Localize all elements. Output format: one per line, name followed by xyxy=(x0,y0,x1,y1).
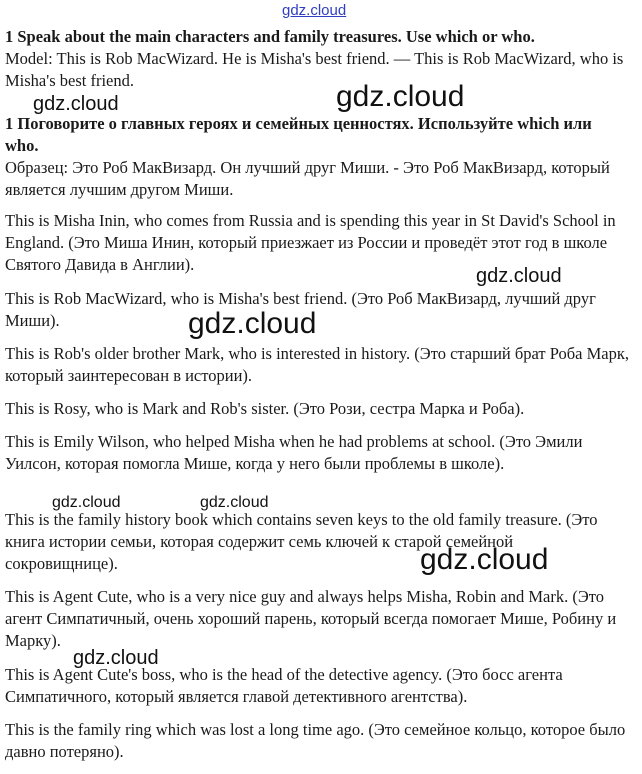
watermark: gdz.cloud xyxy=(476,265,562,287)
watermark: gdz.cloud xyxy=(188,307,317,340)
answer-item: This is Rob's older brother Mark, who is interested in history. (Это старший брат Роба Марк, который заинтересован в истории). xyxy=(5,344,629,385)
task-title-ru: 1 Поговорите о главных героях и семейных ценностях. Используйте which или who. xyxy=(5,114,592,155)
answer-item: This is Rob MacWizard, who is Misha's best friend. (Это Роб МакВизард, лучший друг Миши). xyxy=(5,289,596,330)
watermark-top: gdz.cloud xyxy=(282,2,347,19)
watermark: gdz.cloud xyxy=(336,80,465,113)
answer-item: This is Agent Cute's boss, who is the head of the detective agency. (Это босс агента Симпатичного, который является главой детективного агентства). xyxy=(5,665,563,706)
task-title-en: 1 Speak about the main characters and family treasures. Use which or who. xyxy=(5,27,535,46)
watermark: gdz.cloud xyxy=(52,494,121,511)
answer-item: This is the family history book which contains seven keys to the old family treasure. (Это книга истории семьи, которая содержит семь ключей к старой семейной сокровищнице). xyxy=(5,510,598,573)
answer-item: This is Emily Wilson, who helped Misha when he had problems at school. (Это Эмили Уилсон, которая помогла Мише, когда у него были проблемы в школе). xyxy=(5,432,583,473)
task-model-en: Model: This is Rob MacWizard. He is Misha's best friend. — This is Rob MacWizard, who is Misha's best friend. xyxy=(5,49,624,90)
answer-item: This is the family ring which was lost a long time ago. (Это семейное кольцо, которое было давно потеряно). xyxy=(5,720,626,761)
answer-item: This is Misha Inin, who comes from Russia and is spending this year in St David's School in England. (Это Миша Инин, который приезжает из России и проведёт этот год в школе Святого Давида в Англии). xyxy=(5,211,616,274)
watermark: gdz.cloud xyxy=(33,93,119,115)
watermark: gdz.cloud xyxy=(200,494,269,511)
answer-item: This is Agent Cute, who is a very nice guy and always helps Misha, Robin and Mark. (Это агент Симпатичный, очень хороший парень, который всегда помогает Мише, Робину и Марку). xyxy=(5,587,617,650)
watermark: gdz.cloud xyxy=(420,543,549,576)
watermark: gdz.cloud xyxy=(73,647,159,669)
answer-item: This is Rosy, who is Mark and Rob's sister. (Это Рози, сестра Марка и Роба). xyxy=(5,399,525,418)
task-model-ru: Образец: Это Роб МакВизард. Он лучший друг Миши. - Это Роб МакВизард, который является лучшим другом Миши. xyxy=(5,158,610,199)
